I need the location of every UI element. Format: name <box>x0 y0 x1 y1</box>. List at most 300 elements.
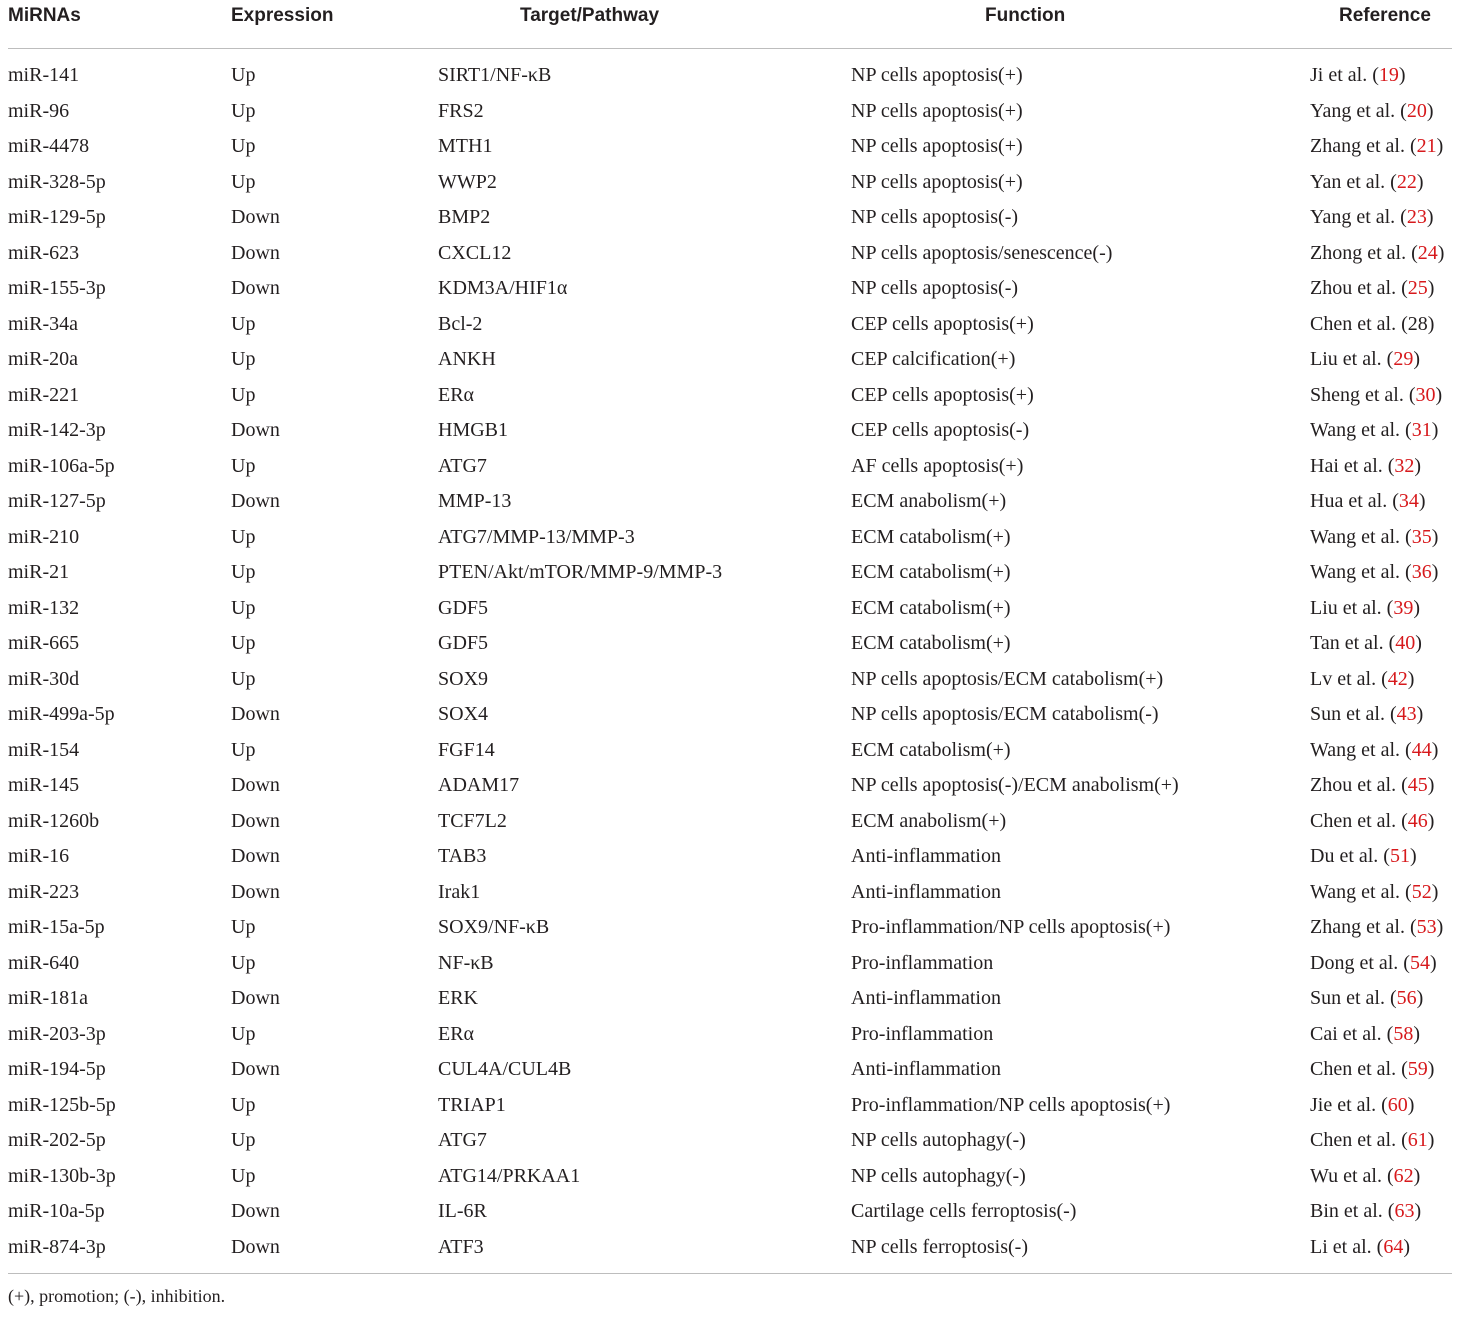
reference-close: ) <box>1403 1235 1410 1258</box>
reference-link[interactable]: 61 <box>1407 1129 1428 1151</box>
table-row <box>8 697 1452 733</box>
table-row <box>8 1230 1452 1266</box>
cell-mirna: miR-21 <box>8 561 70 583</box>
cell-function: Cartilage cells ferroptosis(-) <box>851 1200 1077 1222</box>
reference-link[interactable]: 23 <box>1406 206 1427 228</box>
reference-author: Dong et al. ( <box>1310 951 1410 974</box>
cell-target: CXCL12 <box>438 241 512 264</box>
reference-close: ) <box>1413 596 1420 619</box>
cell-function: CEP cells apoptosis(+) <box>851 383 1034 406</box>
cell-mirna: miR-154 <box>8 738 80 761</box>
reference-link[interactable]: 42 <box>1387 667 1408 690</box>
reference-close: ) <box>1409 845 1417 867</box>
table-row <box>8 946 1452 982</box>
reference-close: ) <box>1436 916 1444 938</box>
cell-reference <box>1310 737 1438 763</box>
cell-expression: Down <box>231 1058 280 1080</box>
cell-expression: Up <box>231 135 256 157</box>
cell-reference <box>1310 417 1438 443</box>
cell-expression: Down <box>231 809 280 832</box>
cell-function: NP cells autophagy(-) <box>851 1129 1026 1151</box>
reference-author: Ji et al. ( <box>1310 64 1379 86</box>
cell-function: NP cells apoptosis/ECM catabolism(-) <box>851 703 1159 725</box>
cell-function: NP cells apoptosis(+) <box>851 135 1023 157</box>
reference-link[interactable]: 44 <box>1411 738 1432 761</box>
cell-function: AF cells apoptosis(+) <box>851 454 1024 477</box>
header-target-pathway: Target/Pathway <box>520 5 660 26</box>
reference-link[interactable]: 19 <box>1378 64 1399 86</box>
reference-link[interactable]: 58 <box>1393 1022 1414 1045</box>
cell-function: ECM anabolism(+) <box>851 490 1007 512</box>
reference-author: Wang et al. ( <box>1310 561 1412 583</box>
table-footnote: (+), promotion; (-), inhibition. <box>8 1286 226 1306</box>
cell-reference <box>1310 701 1423 727</box>
cell-function: Pro-inflammation <box>851 1022 994 1045</box>
cell-target: HMGB1 <box>438 419 509 441</box>
reference-close: ) <box>1427 809 1435 832</box>
cell-expression: Down <box>231 1200 280 1222</box>
reference-author: Wang et al. ( <box>1310 880 1412 903</box>
reference-author: Liu et al. ( <box>1310 348 1394 370</box>
cell-reference <box>1310 488 1426 514</box>
reference-close: ) <box>1415 632 1422 654</box>
cell-expression: Up <box>231 951 256 974</box>
cell-reference <box>1310 346 1420 372</box>
cell-mirna: miR-874-3p <box>8 1235 106 1258</box>
cell-target: ERα <box>438 383 475 406</box>
reference-link[interactable]: 25 <box>1407 277 1428 299</box>
table-row <box>8 307 1452 343</box>
cell-expression: Down <box>231 845 280 867</box>
cell-mirna: miR-16 <box>8 845 70 867</box>
cell-reference <box>1310 1127 1434 1153</box>
reference-author: Tan et al. ( <box>1310 632 1396 654</box>
reference-link[interactable]: 56 <box>1396 987 1417 1009</box>
cell-function: Anti-inflammation <box>851 1058 1001 1080</box>
cell-target: ATG7 <box>438 1129 487 1151</box>
reference-link[interactable]: 45 <box>1407 774 1428 796</box>
cell-expression: Up <box>231 1129 256 1151</box>
reference-author: Jie et al. ( <box>1310 1093 1388 1116</box>
cell-function: CEP calcification(+) <box>851 348 1016 370</box>
reference-close: ) <box>1431 419 1439 441</box>
cell-target: FRS2 <box>438 99 484 122</box>
table-row <box>8 271 1452 307</box>
reference-close: ) <box>1407 667 1415 690</box>
cell-target: TRIAP1 <box>438 1093 506 1116</box>
cell-target: FGF14 <box>438 738 495 761</box>
cell-target: ERα <box>438 1022 475 1045</box>
cell-function: NP cells apoptosis(-)/ECM anabolism(+) <box>851 774 1179 796</box>
cell-mirna: miR-130b-3p <box>8 1164 116 1187</box>
reference-link[interactable]: 24 <box>1417 241 1438 264</box>
cell-mirna: miR-499a-5p <box>8 703 115 725</box>
cell-expression: Up <box>231 1164 256 1187</box>
cell-target: BMP2 <box>438 206 491 228</box>
cell-mirna: miR-623 <box>8 241 80 264</box>
cell-reference <box>1310 1198 1421 1224</box>
cell-reference <box>1310 204 1434 230</box>
cell-reference <box>1310 808 1434 834</box>
table-row <box>8 1123 1452 1159</box>
cell-function: NP cells apoptosis/ECM catabolism(+) <box>851 667 1164 690</box>
reference-link[interactable]: 46 <box>1407 809 1428 832</box>
reference-author: Li et al. ( <box>1310 1235 1384 1258</box>
cell-target: MMP-13 <box>438 490 512 512</box>
table-row <box>8 1017 1452 1053</box>
cell-expression: Down <box>231 490 280 512</box>
reference-link[interactable]: 60 <box>1387 1093 1408 1116</box>
cell-expression: Up <box>231 1093 256 1116</box>
reference-author: Chen et al. (28) <box>1310 312 1435 335</box>
reference-author: Zhang et al. ( <box>1310 916 1417 938</box>
reference-author: Hua et al. ( <box>1310 490 1399 512</box>
cell-mirna: miR-96 <box>8 99 70 122</box>
cell-mirna: miR-203-3p <box>8 1022 106 1045</box>
reference-author: Chen et al. ( <box>1310 1058 1408 1080</box>
cell-target: SOX9/NF-κB <box>438 916 550 938</box>
reference-author: Zhong et al. ( <box>1310 241 1418 264</box>
cell-expression: Up <box>231 632 256 654</box>
cell-expression: Down <box>231 987 280 1009</box>
cell-reference <box>1310 275 1434 301</box>
reference-author: Cai et al. ( <box>1310 1022 1394 1045</box>
cell-expression: Up <box>231 348 256 370</box>
reference-close: ) <box>1413 348 1420 370</box>
cell-mirna: miR-141 <box>8 64 80 86</box>
cell-expression: Up <box>231 738 256 761</box>
reference-close: ) <box>1414 1200 1422 1222</box>
reference-close: ) <box>1414 454 1422 477</box>
cell-target: Irak1 <box>438 880 481 903</box>
cell-target: ATG7 <box>438 454 487 477</box>
reference-close: ) <box>1416 170 1424 193</box>
cell-mirna: miR-145 <box>8 774 80 796</box>
table-row <box>8 1088 1452 1124</box>
reference-author: Sun et al. ( <box>1310 703 1397 725</box>
cell-reference <box>1310 879 1438 905</box>
cell-target: ATG7/MMP-13/MMP-3 <box>438 525 635 548</box>
cell-function: ECM catabolism(+) <box>851 738 1011 761</box>
reference-link[interactable]: 43 <box>1396 703 1417 725</box>
reference-author: Yang et al. ( <box>1310 99 1407 122</box>
reference-link[interactable]: 36 <box>1411 561 1432 583</box>
cell-target: GDF5 <box>438 596 489 619</box>
cell-reference <box>1310 914 1443 940</box>
reference-link[interactable]: 31 <box>1411 419 1432 441</box>
cell-mirna: miR-127-5p <box>8 490 106 512</box>
cell-mirna: miR-210 <box>8 525 80 548</box>
cell-expression: Up <box>231 312 256 335</box>
cell-mirna: miR-106a-5p <box>8 454 115 477</box>
cell-reference <box>1310 595 1420 621</box>
reference-close: ) <box>1416 703 1424 725</box>
header-function: Function <box>985 5 1066 26</box>
cell-reference <box>1310 559 1438 585</box>
cell-mirna: miR-20a <box>8 348 78 370</box>
reference-link[interactable]: 22 <box>1396 170 1417 193</box>
table-row <box>8 94 1452 130</box>
reference-author: Chen et al. ( <box>1310 809 1408 832</box>
table-row <box>8 378 1452 414</box>
table-row <box>8 839 1452 875</box>
reference-link[interactable]: 30 <box>1415 383 1436 406</box>
cell-expression: Down <box>231 419 280 441</box>
table-row <box>8 484 1452 520</box>
reference-link[interactable]: 39 <box>1393 596 1414 619</box>
reference-author: Wang et al. ( <box>1310 738 1412 761</box>
reference-author: Du et al. ( <box>1310 845 1390 867</box>
cell-expression: Down <box>231 880 280 903</box>
cell-reference <box>1310 843 1417 869</box>
cell-expression: Up <box>231 170 256 193</box>
reference-close: ) <box>1426 99 1434 122</box>
cell-target: MTH1 <box>438 135 493 157</box>
table-row <box>8 449 1452 485</box>
cell-function: ECM anabolism(+) <box>851 809 1007 832</box>
table-row <box>8 555 1452 591</box>
table-row <box>8 129 1452 165</box>
cell-target: SOX4 <box>438 703 489 725</box>
reference-link[interactable]: 40 <box>1395 632 1416 654</box>
reference-close: ) <box>1398 64 1406 86</box>
cell-function: Anti-inflammation <box>851 987 1001 1009</box>
cell-reference <box>1310 772 1434 798</box>
reference-close: ) <box>1431 561 1439 583</box>
table-row <box>8 58 1452 94</box>
cell-mirna: miR-125b-5p <box>8 1093 116 1116</box>
reference-close: ) <box>1427 774 1435 796</box>
reference-close: ) <box>1418 490 1426 512</box>
cell-reference <box>1310 240 1444 266</box>
reference-author: Yang et al. ( <box>1310 206 1407 228</box>
cell-expression: Up <box>231 667 256 690</box>
cell-function: NP cells apoptosis(+) <box>851 170 1023 193</box>
cell-function: Anti-inflammation <box>851 880 1001 903</box>
cell-reference <box>1310 985 1423 1011</box>
cell-function: ECM catabolism(+) <box>851 632 1011 654</box>
reference-link[interactable]: 35 <box>1411 525 1432 548</box>
cell-target: TCF7L2 <box>438 809 507 832</box>
reference-link[interactable]: 53 <box>1416 916 1437 938</box>
reference-close: ) <box>1436 135 1444 157</box>
cell-mirna: miR-132 <box>8 596 80 619</box>
table-row <box>8 342 1452 378</box>
cell-expression: Up <box>231 99 256 122</box>
reference-author: Chen et al. ( <box>1310 1129 1408 1151</box>
cell-function: ECM catabolism(+) <box>851 596 1011 619</box>
reference-close: ) <box>1413 1022 1420 1045</box>
table-row <box>8 875 1452 911</box>
reference-close: ) <box>1429 951 1437 974</box>
reference-close: ) <box>1431 880 1439 903</box>
cell-reference <box>1310 169 1424 195</box>
reference-author: Zhang et al. ( <box>1310 135 1417 157</box>
table-row <box>8 236 1452 272</box>
reference-close: ) <box>1407 1093 1415 1116</box>
cell-function: CEP cells apoptosis(+) <box>851 312 1034 335</box>
reference-link[interactable]: 32 <box>1394 454 1415 477</box>
table-body <box>8 49 1452 1265</box>
cell-reference <box>1310 382 1442 408</box>
reference-close: ) <box>1426 206 1434 228</box>
cell-reference <box>1310 1234 1410 1260</box>
reference-author: Sun et al. ( <box>1310 987 1397 1009</box>
cell-mirna: miR-129-5p <box>8 206 106 228</box>
table-row <box>8 733 1452 769</box>
cell-expression: Down <box>231 241 280 264</box>
cell-mirna: miR-181a <box>8 987 88 1009</box>
cell-function: NP cells apoptosis(+) <box>851 64 1023 86</box>
cell-mirna: miR-10a-5p <box>8 1200 105 1222</box>
cell-mirna: miR-142-3p <box>8 419 106 441</box>
reference-link[interactable]: 63 <box>1394 1200 1415 1222</box>
cell-function: Anti-inflammation <box>851 845 1001 867</box>
reference-close: ) <box>1427 277 1435 299</box>
reference-author: Lv et al. ( <box>1310 667 1388 690</box>
cell-reference <box>1310 1092 1414 1118</box>
cell-function: ECM catabolism(+) <box>851 561 1011 583</box>
cell-mirna: miR-223 <box>8 880 80 903</box>
header-mirnas: MiRNAs <box>8 5 81 26</box>
cell-expression: Up <box>231 916 256 938</box>
cell-reference <box>1310 311 1434 337</box>
header-reference: Reference <box>1339 5 1431 26</box>
table-row <box>8 662 1452 698</box>
cell-function: NP cells apoptosis(-) <box>851 206 1019 228</box>
cell-expression: Down <box>231 1235 280 1258</box>
cell-expression: Down <box>231 774 280 796</box>
cell-reference <box>1310 666 1414 692</box>
cell-expression: Down <box>231 703 280 725</box>
reference-author: Wang et al. ( <box>1310 525 1412 548</box>
table-row <box>8 768 1452 804</box>
cell-reference <box>1310 1021 1420 1047</box>
cell-function: Pro-inflammation/NP cells apoptosis(+) <box>851 1093 1171 1116</box>
cell-function: CEP cells apoptosis(-) <box>851 419 1030 441</box>
cell-target: IL-6R <box>438 1200 487 1222</box>
reference-author: Wu et al. ( <box>1310 1164 1394 1187</box>
reference-close: ) <box>1437 241 1445 264</box>
table-row <box>8 804 1452 840</box>
reference-close: ) <box>1435 383 1443 406</box>
cell-function: Pro-inflammation <box>851 951 994 974</box>
cell-expression: Up <box>231 1022 256 1045</box>
cell-target: SOX9 <box>438 667 489 690</box>
cell-target: ADAM17 <box>438 774 520 796</box>
reference-author: Hai et al. ( <box>1310 454 1395 477</box>
cell-expression: Up <box>231 525 256 548</box>
table-row <box>8 910 1452 946</box>
cell-function: NP cells apoptosis(-) <box>851 277 1019 299</box>
cell-target: ERK <box>438 987 478 1009</box>
cell-mirna: miR-194-5p <box>8 1058 106 1080</box>
cell-function: NP cells apoptosis(+) <box>851 99 1023 122</box>
reference-author: Sheng et al. ( <box>1310 383 1416 406</box>
cell-expression: Up <box>231 561 256 583</box>
reference-author: Zhou et al. ( <box>1310 277 1408 299</box>
reference-close: ) <box>1416 987 1424 1009</box>
reference-link[interactable]: 20 <box>1406 99 1427 122</box>
cell-mirna: miR-640 <box>8 951 80 974</box>
cell-reference <box>1310 630 1422 656</box>
cell-expression: Up <box>231 454 256 477</box>
reference-link[interactable]: 64 <box>1383 1235 1404 1258</box>
reference-close: ) <box>1427 1129 1435 1151</box>
reference-link[interactable]: 62 <box>1393 1164 1414 1187</box>
cell-target: NF-κB <box>438 951 494 974</box>
reference-close: ) <box>1413 1164 1421 1187</box>
cell-mirna: miR-202-5p <box>8 1129 106 1151</box>
reference-author: Zhou et al. ( <box>1310 774 1408 796</box>
table-row <box>8 1159 1452 1195</box>
reference-link[interactable]: 21 <box>1416 135 1437 157</box>
cell-function: NP cells ferroptosis(-) <box>851 1235 1028 1258</box>
table-row <box>8 591 1452 627</box>
cell-target: SIRT1/NF-κB <box>438 64 552 86</box>
reference-close: ) <box>1431 525 1439 548</box>
cell-mirna: miR-34a <box>8 312 78 335</box>
cell-function: ECM catabolism(+) <box>851 525 1011 548</box>
cell-reference <box>1310 133 1443 159</box>
cell-function: Pro-inflammation/NP cells apoptosis(+) <box>851 916 1171 938</box>
cell-mirna: miR-155-3p <box>8 277 106 299</box>
cell-expression: Up <box>231 383 256 406</box>
reference-link[interactable]: 29 <box>1393 348 1414 370</box>
table-row <box>8 165 1452 201</box>
table-row <box>8 200 1452 236</box>
cell-expression: Down <box>231 206 280 228</box>
cell-target: GDF5 <box>438 632 489 654</box>
table-row <box>8 981 1452 1017</box>
reference-author: Yan et al. ( <box>1310 170 1397 193</box>
table-row <box>8 1052 1452 1088</box>
table-header <box>8 0 1452 49</box>
cell-mirna: miR-1260b <box>8 809 100 832</box>
cell-reference <box>1310 98 1434 124</box>
cell-function: NP cells apoptosis/senescence(-) <box>851 241 1113 264</box>
reference-close: ) <box>1427 1058 1435 1080</box>
reference-author: Liu et al. ( <box>1310 596 1394 619</box>
reference-link[interactable]: 51 <box>1389 845 1410 867</box>
cell-target: WWP2 <box>438 170 497 193</box>
reference-link[interactable]: 54 <box>1409 951 1430 974</box>
cell-reference <box>1310 1056 1434 1082</box>
table-row <box>8 520 1452 556</box>
cell-reference <box>1310 524 1438 550</box>
header-expression: Expression <box>231 5 334 26</box>
reference-link[interactable]: 59 <box>1407 1058 1428 1080</box>
table-bottom-rule <box>8 1273 1452 1274</box>
reference-author: Bin et al. ( <box>1310 1200 1395 1222</box>
reference-link[interactable]: 52 <box>1411 880 1432 903</box>
cell-mirna: miR-4478 <box>8 135 90 157</box>
cell-mirna: miR-328-5p <box>8 170 106 193</box>
table-row <box>8 1194 1452 1230</box>
cell-reference <box>1310 1163 1420 1189</box>
cell-expression: Up <box>231 64 256 86</box>
cell-function: NP cells autophagy(-) <box>851 1164 1026 1187</box>
cell-target: CUL4A/CUL4B <box>438 1058 572 1080</box>
cell-target: TAB3 <box>438 845 487 867</box>
table-row <box>8 413 1452 449</box>
cell-mirna: miR-15a-5p <box>8 916 105 938</box>
cell-mirna: miR-30d <box>8 667 80 690</box>
cell-reference <box>1310 950 1437 976</box>
table-row <box>8 626 1452 662</box>
cell-mirna: miR-221 <box>8 383 80 406</box>
reference-link[interactable]: 34 <box>1398 490 1419 512</box>
